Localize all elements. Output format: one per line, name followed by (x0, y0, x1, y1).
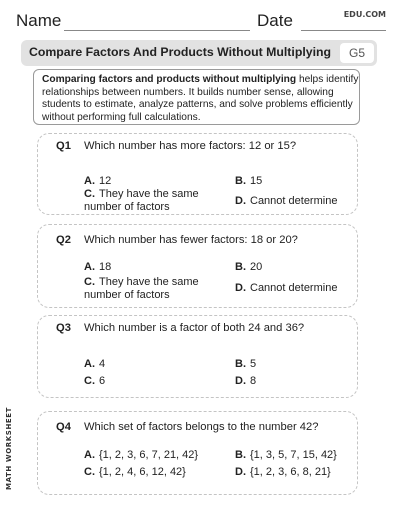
question-number: Q1 (56, 140, 71, 152)
option-d[interactable]: D. 8 (235, 375, 257, 387)
option-b[interactable]: B. 5 (235, 358, 257, 370)
date-label: Date (257, 11, 293, 30)
option-b[interactable]: B. 15 (235, 175, 263, 187)
question-card-2 (37, 224, 358, 308)
option-c[interactable]: C. {1, 2, 4, 6, 12, 42} (84, 466, 186, 478)
question-number: Q2 (56, 234, 71, 246)
option-a[interactable]: A. 12 (84, 175, 112, 187)
option-a[interactable]: A. 18 (84, 261, 112, 273)
side-label: MATH WORKSHEET (5, 406, 13, 490)
question-card-1 (37, 133, 358, 215)
option-b[interactable]: B. {1, 3, 5, 7, 15, 42} (235, 449, 337, 461)
name-line[interactable] (64, 30, 250, 31)
intro-bold: Comparing factors and products without multiplying (42, 74, 297, 85)
intro-paragraph (33, 69, 360, 125)
intro-text: helps identify relationships between numbers. It builds number sense, allowing students to estimate, analyze patterns, and solve problems efficiently without performing full calculations. (42, 74, 359, 124)
option-c[interactable]: C. They have the same number of factors (84, 188, 199, 213)
worksheet-header (14, 10, 386, 32)
question-text: Which number is a factor of both 24 and 36? (84, 322, 305, 334)
question-text: Which number has more factors: 12 or 15? (84, 140, 297, 152)
option-d[interactable]: D. Cannot determine (235, 195, 338, 207)
question-card-4 (37, 411, 358, 495)
question-card-3 (37, 315, 358, 398)
worksheet-title: Compare Factors And Products Without Multiplying (28, 45, 332, 59)
option-c[interactable]: C. They have the same number of factors (84, 276, 199, 301)
title-bar (21, 40, 377, 66)
option-d[interactable]: D. {1, 2, 3, 6, 8, 21} (235, 466, 331, 478)
question-text: Which number has fewer factors: 18 or 20? (84, 234, 298, 246)
brand-logo: EDU.COM (343, 10, 386, 19)
option-d[interactable]: D. Cannot determine (235, 282, 338, 294)
option-a[interactable]: A. {1, 2, 3, 6, 7, 21, 42} (84, 449, 199, 461)
question-number: Q3 (56, 322, 71, 334)
option-a[interactable]: A. 4 (84, 358, 106, 370)
option-b[interactable]: B. 20 (235, 261, 263, 273)
question-number: Q4 (56, 421, 71, 433)
question-text: Which set of factors belongs to the number 42? (84, 421, 319, 433)
date-line[interactable] (301, 30, 386, 31)
name-label: Name (16, 11, 62, 30)
grade-badge: G5 (340, 43, 374, 63)
option-c[interactable]: C. 6 (84, 375, 106, 387)
